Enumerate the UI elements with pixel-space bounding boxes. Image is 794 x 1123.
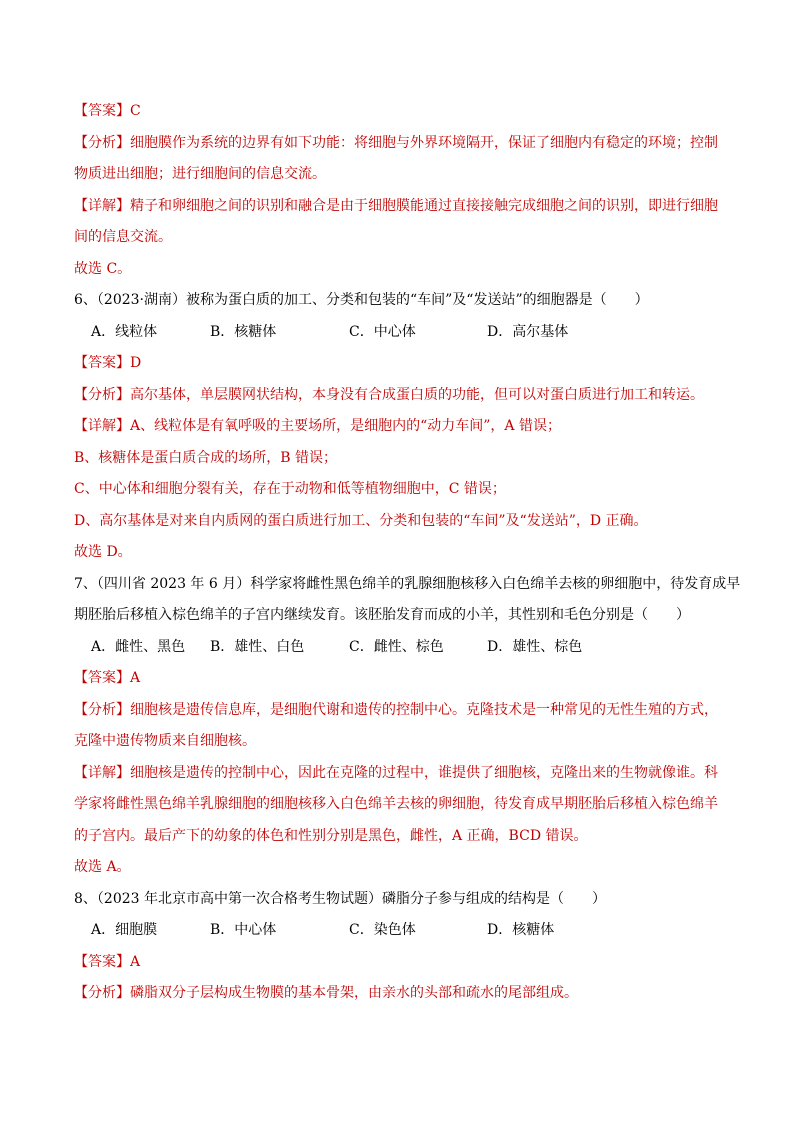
option-b: B．核糖体: [210, 323, 277, 340]
answer-tag: 【答案】: [74, 670, 130, 686]
analysis-line: [74, 380, 726, 412]
detail-line: [74, 411, 726, 443]
options-row: [74, 915, 726, 947]
detail-text: 学家将雌性黑色绵羊乳腺细胞的细胞核移入白色绵羊去核的卵细胞，待发育成早期胚胎后移植入棕色绵羊: [74, 796, 718, 812]
detail-text: A、线粒体是有氧呼吸的主要场所，是细胞内的“动力车间”，A 错误；: [130, 418, 561, 434]
detail-line: D、高尔基体是对来自内质网的蛋白质进行加工、分类和包装的“车间”及“发送站”，D 正确。: [74, 512, 648, 529]
option-d: D．高尔基体: [487, 323, 569, 340]
detail-line: [74, 758, 726, 790]
option-c: C．染色体: [349, 922, 416, 938]
detail-line: B、核糖体是蛋白质合成的场所，B 错误；: [74, 449, 338, 466]
answer-text: C: [130, 103, 141, 119]
detail-line: [74, 789, 726, 821]
analysis-tag: 【分析】: [74, 985, 130, 1001]
options-row: [74, 632, 726, 664]
analysis-line: [74, 726, 726, 758]
option-d: D．核糖体: [487, 922, 555, 938]
analysis-line: [74, 695, 726, 727]
analysis-tag: 【分析】: [74, 701, 130, 718]
option-a: A．雌性、黑色: [91, 638, 186, 655]
analysis-text: 克隆中遗传物质来自细胞核。: [74, 733, 256, 749]
detail-text: 的子宫内。最后产下的幼象的体色和性别分别是黑色，雌性，A 正确，BCD 错误。: [74, 827, 588, 844]
option-b: B．中心体: [210, 922, 277, 938]
option-d: D．雄性、棕色: [487, 638, 583, 655]
answer-text: D: [130, 355, 142, 371]
analysis-line: [74, 978, 726, 1010]
question-stem: 7、（四川省 2023 年 6 月）科学家将雌性黑色绵羊的乳腺细胞核移入白色绵羊去核的卵细胞中，待发育成早: [74, 575, 741, 592]
question-stem: 6、（2023·湖南）被称为蛋白质的加工、分类和包装的“车间”及“发送站”的细胞器是（ ）: [74, 292, 649, 308]
detail-text: 细胞核是遗传的控制中心，因此在克隆的过程中，谁提供了细胞核，克隆出来的生物就像谁。科: [130, 764, 718, 781]
option-b: B．雄性、白色: [210, 638, 305, 655]
answer-text: A: [130, 670, 141, 686]
conclusion-line: 故选 D。: [74, 544, 132, 560]
options-row: [74, 317, 726, 349]
option-c: C．中心体: [349, 323, 416, 340]
detail-line: C、中心体和细胞分裂有关，存在于动物和低等植物细胞中，C 错误；: [74, 481, 506, 497]
detail-tag: 【详解】: [74, 197, 130, 214]
detail-tag: 【详解】: [74, 418, 130, 434]
answer-line: [74, 663, 726, 695]
answer-tag: 【答案】: [74, 355, 130, 371]
option-c: C．雌性、棕色: [349, 638, 444, 655]
analysis-line: [74, 128, 726, 160]
answer-line: [74, 96, 726, 128]
analysis-tag: 【分析】: [74, 386, 130, 403]
conclusion-line: 故选 C。: [74, 260, 132, 277]
answer-line: [74, 348, 726, 380]
detail-text: 间的信息交流。: [74, 229, 172, 245]
answer-tag: 【答案】: [74, 953, 130, 970]
answer-text: A: [130, 953, 141, 970]
option-a: A．细胞膜: [91, 922, 158, 938]
analysis-text: 磷脂双分子层构成生物膜的基本骨架，由亲水的头部和疏水的尾部组成。: [130, 985, 578, 1001]
question-stem: 期胚胎后移植入棕色绵羊的子宫内继续发育。该胚胎发育而成的小羊，其性别和毛色分别是（ ）: [74, 607, 690, 623]
option-a: A．线粒体: [91, 323, 158, 340]
analysis-text: 细胞膜作为系统的边界有如下功能：将细胞与外界环境隔开，保证了细胞内有稳定的环境；控制: [130, 134, 718, 151]
detail-line: [74, 821, 726, 853]
answer-line: [74, 947, 726, 979]
question-stem: 8、（2023 年北京市高中第一次合格考生物试题）磷脂分子参与组成的结构是（ ）: [74, 890, 606, 907]
analysis-line: [74, 159, 726, 191]
detail-line: [74, 191, 726, 223]
detail-tag: 【详解】: [74, 764, 130, 781]
detail-text: 精子和卵细胞之间的识别和融合是由于细胞膜能通过直接接触完成细胞之间的识别，即进行细胞: [130, 197, 718, 214]
analysis-text: 细胞核是遗传信息库，是细胞代谢和遗传的控制中心。克隆技术是一种常见的无性生殖的方式，: [130, 701, 718, 718]
document-page: [74, 96, 741, 1010]
answer-tag: 【答案】: [74, 103, 130, 119]
analysis-text: 物质进出细胞；进行细胞间的信息交流。: [74, 166, 326, 182]
detail-line: [74, 222, 726, 254]
analysis-tag: 【分析】: [74, 134, 130, 151]
conclusion-line: 故选 A。: [74, 859, 131, 875]
analysis-text: 高尔基体，单层膜网状结构，本身没有合成蛋白质的功能，但可以对蛋白质进行加工和转运。: [130, 386, 704, 403]
